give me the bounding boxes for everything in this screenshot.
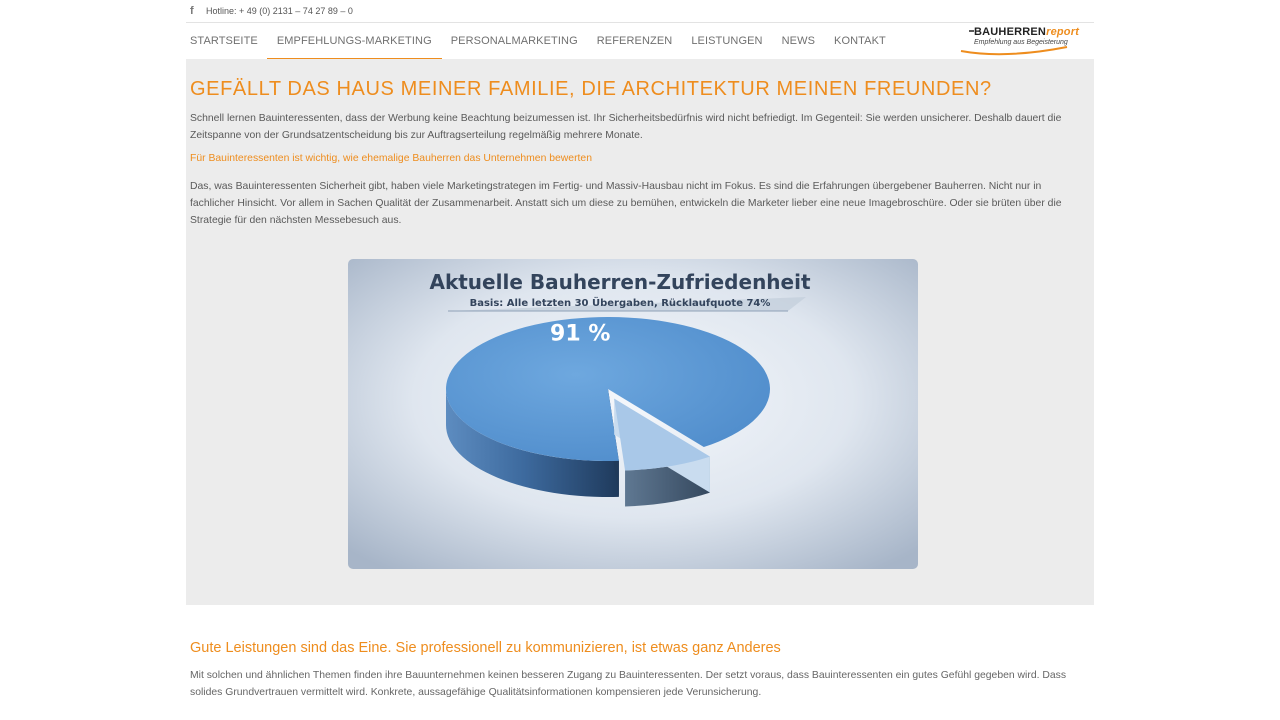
body-paragraph: Das, was Bauinteressenten Sicherheit gibt, haben viele Marketingstrategen im Fertig- und Massiv-Hausbau nicht im Fokus. Es sind die Erfahrungen übergebener Bauherren. Nicht nur in fachlicher Hinsicht. Vor allem in Sachen Qualität der Zusammenarbeit. Anstatt sich um diese zu bemühen, entwickeln die Marketer lieber eine neue Imagebroschüre. Oder sie brüten über die Strategie für den nächsten Messebesuch aus. bbox=[190, 181, 1062, 226]
nav-item-leistungen[interactable]: LEISTUNGEN bbox=[691, 35, 763, 47]
nav-item-referenzen[interactable]: REFERENZEN bbox=[596, 35, 673, 47]
nav-item-personalmarketing[interactable]: PERSONALMARKETING bbox=[450, 35, 578, 47]
chart-subtitle: Basis: Alle letzten 30 Übergaben, Rücklaufquote 74% bbox=[469, 298, 771, 309]
page-headline: GEFÄLLT DAS HAUS MEINER FAMILIE, DIE ARCHITEKTUR MEINEN FREUNDEN? bbox=[190, 78, 992, 100]
site-logo[interactable] bbox=[955, 25, 1080, 57]
section-subheadline: Für Bauinteressenten ist wichtig, wie ehemalige Bauherren das Unternehmen bewerten bbox=[190, 153, 592, 164]
nav-item-startseite[interactable]: STARTSEITE bbox=[190, 35, 258, 47]
top-bar bbox=[190, 4, 353, 18]
hotline-text: Hotline: + 49 (0) 2131 – 74 27 89 – 0 bbox=[206, 6, 353, 16]
nav-item-empfehlungs-marketing[interactable]: EMPFEHLUNGS-MARKETING bbox=[277, 23, 432, 59]
logo-tagline: Empfehlung aus Begeisterung bbox=[974, 39, 1068, 46]
closing-paragraph: Mit solchen und ähnlichen Themen finden ihre Bauunternehmen keinen besseren Zugang zu Bauinteressenten. Der setzt voraus, dass Bauinteressenten ein gutes Gefühl gegeben wird. Dass solides Grundvertrauen vermittelt wird. Konkrete, aussagefähige Qualitätsinformationen kompensieren jede Verunsicherung. bbox=[190, 670, 1067, 698]
nav-item-kontakt[interactable]: KONTAKT bbox=[834, 35, 886, 47]
logo-wordmark: BAUHERRENreport bbox=[974, 26, 1080, 38]
slice-label-main: 91 % bbox=[550, 321, 611, 347]
main-navigation bbox=[190, 23, 905, 59]
satisfaction-chart bbox=[348, 259, 918, 569]
section-headline-2: Gute Leistungen sind das Eine. Sie professionell zu kommunizieren, ist etwas ganz Anderes bbox=[190, 640, 781, 656]
intro-paragraph: Schnell lernen Bauinteressenten, dass der Werbung keine Beachtung beizumessen ist. Ihr Sicherheitsbedürfnis wird nicht befriedigt. Im Gegenteil: Sie werden unsicherer. Deshalb dauert die Zeitspanne von der Grundsatzentscheidung bis zur Auftragserteilung regelmäßig mehrere Monate. bbox=[190, 113, 1062, 141]
chart-title: Aktuelle Bauherren-Zufriedenheit bbox=[429, 270, 811, 294]
nav-item-news[interactable]: NEWS bbox=[781, 35, 816, 47]
chart-svg bbox=[348, 259, 918, 569]
facebook-icon[interactable]: f bbox=[190, 5, 194, 17]
